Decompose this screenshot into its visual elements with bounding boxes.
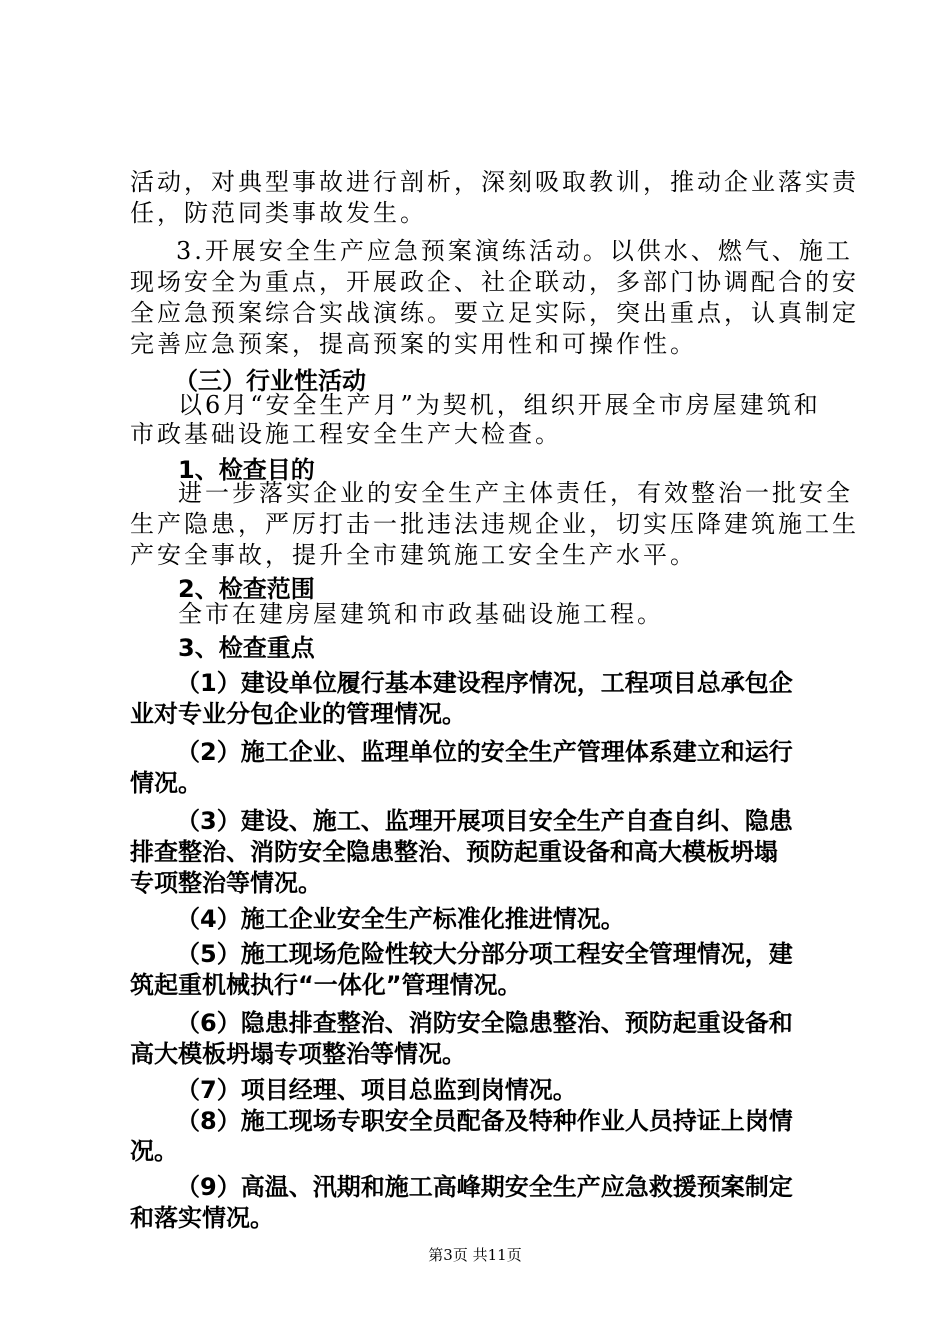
text-line: 现场安全为重点，开展政企、社企联动，多部门协调配合的安 bbox=[130, 268, 859, 296]
text-line: （4）施工企业安全生产标准化推进情况。 bbox=[176, 905, 625, 933]
text-line: 以6月“安全生产月”为契机，组织开展全市房屋建筑和 bbox=[178, 391, 821, 419]
text-line: 情况。 bbox=[130, 769, 202, 797]
text-line: （9）高温、汛期和施工高峰期安全生产应急救援预案制定 bbox=[176, 1173, 793, 1201]
text-line: 筑起重机械执行“一体化”管理情况。 bbox=[130, 971, 522, 999]
subsection-heading: 2、检查范围 bbox=[178, 575, 315, 603]
text-line: 高大模板坍塌专项整治等情况。 bbox=[130, 1040, 466, 1068]
text-line: 排查整治、消防安全隐患整治、预防起重设备和高大模板坍塌 bbox=[130, 838, 778, 866]
text-line: （5）施工现场危险性较大分部分项工程安全管理情况，建 bbox=[176, 940, 793, 968]
text-line: 活动，对典型事故进行剖析，深刻吸取教训，推动企业落实责 bbox=[130, 168, 859, 196]
text-line: （7）项目经理、项目总监到岗情况。 bbox=[176, 1076, 577, 1104]
subsection-heading: 1、检查目的 bbox=[178, 456, 315, 484]
text-line: （3）建设、施工、监理开展项目安全生产自查自纠、隐患 bbox=[176, 807, 793, 835]
text-line: 进一步落实企业的安全生产主体责任，有效整治一批安全 bbox=[178, 479, 853, 507]
text-line: （2）施工企业、监理单位的安全生产管理体系建立和运行 bbox=[176, 738, 793, 766]
text-line: 和落实情况。 bbox=[130, 1204, 274, 1232]
text-line: 全市在建房屋建筑和市政基础设施工程。 bbox=[178, 600, 664, 628]
subsection-heading: 3、检查重点 bbox=[178, 634, 315, 662]
page-number-footer: 第3页 共11页 bbox=[428, 1246, 522, 1264]
text-line: 专项整治等情况。 bbox=[130, 869, 322, 897]
text-line: 业对专业分包企业的管理情况。 bbox=[130, 700, 466, 728]
text-line: 产安全事故，提升全市建筑施工安全生产水平。 bbox=[130, 541, 697, 569]
text-line: 市政基础设施工程安全生产大检查。 bbox=[130, 420, 562, 448]
text-line: （8）施工现场专职安全员配备及特种作业人员持证上岗情 bbox=[176, 1107, 793, 1135]
text-line: 况。 bbox=[130, 1137, 178, 1165]
text-line: 3.开展安全生产应急预案演练活动。以供水、燃气、施工 bbox=[176, 237, 853, 265]
section-heading: （三）行业性活动 bbox=[174, 367, 366, 395]
text-line: 任，防范同类事故发生。 bbox=[130, 199, 427, 227]
text-line: （1）建设单位履行基本建设程序情况，工程项目总承包企 bbox=[176, 669, 793, 697]
text-line: 全应急预案综合实战演练。要立足实际，突出重点，认真制定 bbox=[130, 299, 859, 327]
text-line: 完善应急预案，提高预案的实用性和可操作性。 bbox=[130, 330, 697, 358]
text-line: 生产隐患，严厉打击一批违法违规企业，切实压降建筑施工生 bbox=[130, 510, 859, 538]
text-line: （6）隐患排查整治、消防安全隐患整治、预防起重设备和 bbox=[176, 1009, 793, 1037]
